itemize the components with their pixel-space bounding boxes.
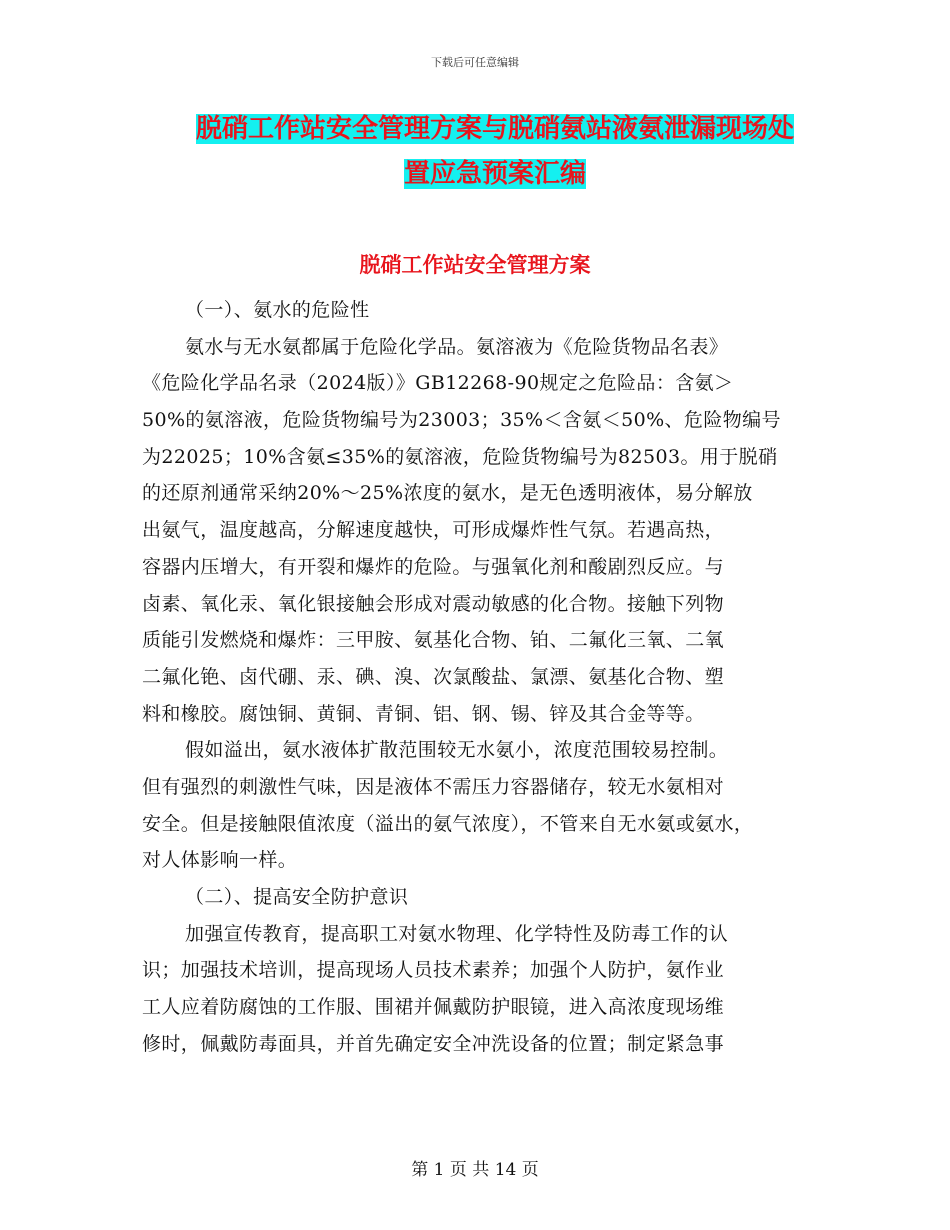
paragraph-line: 《危险化学品名录（2024版）》GB12268-90规定之危险品：含氨＞ <box>142 372 734 395</box>
paragraph-line: 识；加强技术培训，提高现场人员技术素养；加强个人防护，氨作业 <box>142 959 725 982</box>
paragraph-line: 氨水与无水氨都属于危险化学品。氨溶液为《危险货物品名表》 <box>185 335 729 358</box>
document-title-line-2 <box>140 157 850 191</box>
paragraph-line: 修时，佩戴防毒面具，并首先确定安全冲洗设备的位置；制定紧急事 <box>142 1032 725 1055</box>
header-note: 下载后可任意编辑 <box>431 56 519 69</box>
paragraph-line: 假如溢出，氨水液体扩散范围较无水氨小，浓度范围较易控制。 <box>185 739 729 762</box>
subheading-2: （二）、提高安全防护意识 <box>185 886 409 908</box>
body-text <box>142 292 822 1062</box>
document-title-text-2: 置应急预案汇编 <box>403 159 586 189</box>
paragraph-line: 加强宣传教育，提高职工对氨水物理、化学特性及防毒工作的认 <box>185 922 729 945</box>
paragraph-line: 质能引发燃烧和爆炸：三甲胺、氨基化合物、铂、二氟化三氧、二氧 <box>142 629 725 652</box>
document-title-text-1: 脱硝工作站安全管理方案与脱硝氨站液氨泄漏现场处 <box>195 114 794 144</box>
paragraph-line: 安全。但是接触限值浓度（溢出的氨气浓度），不管来自无水氨或氨水， <box>142 812 754 835</box>
paragraph-line: 卤素、氧化汞、氧化银接触会形成对震动敏感的化合物。接触下列物 <box>142 592 725 615</box>
paragraph-line: 50%的氨溶液，危险货物编号为23003；35%＜含氨＜50%、危险物编号 <box>142 409 781 432</box>
document-title-line-1 <box>140 112 850 146</box>
subheading-1: （一）、氨水的危险性 <box>185 299 370 321</box>
paragraph-line: 为22025；10%含氨≤35%的氨溶液，危险货物编号为82503。用于脱硝 <box>142 445 778 468</box>
paragraph-line: 但有强烈的刺激性气味，因是液体不需压力容器储存，较无水氨相对 <box>142 775 725 798</box>
paragraph-line: 出氨气，温度越高，分解速度越快，可形成爆炸性气氛。若遇高热， <box>142 519 725 542</box>
paragraph-line: 料和橡胶。腐蚀铜、黄铜、青铜、铝、钢、锡、锌及其合金等等。 <box>142 702 705 725</box>
paragraph-line: 二氟化铯、卤代硼、汞、碘、溴、次氯酸盐、氯漂、氨基化合物、塑 <box>142 665 725 688</box>
paragraph-line: 工人应着防腐蚀的工作服、围裙并佩戴防护眼镜，进入高浓度现场维 <box>142 996 725 1019</box>
page-footer: 第 1 页 共 14 页 <box>411 1160 539 1180</box>
paragraph-line: 的还原剂通常采纳20%～25%浓度的氨水，是无色透明液体，易分解放 <box>142 482 753 505</box>
paragraph-line: 容器内压增大，有开裂和爆炸的危险。与强氧化剂和酸剧烈反应。与 <box>142 555 725 578</box>
section-title: 脱硝工作站安全管理方案 <box>359 253 591 277</box>
paragraph-line: 对人体影响一样。 <box>142 849 298 872</box>
